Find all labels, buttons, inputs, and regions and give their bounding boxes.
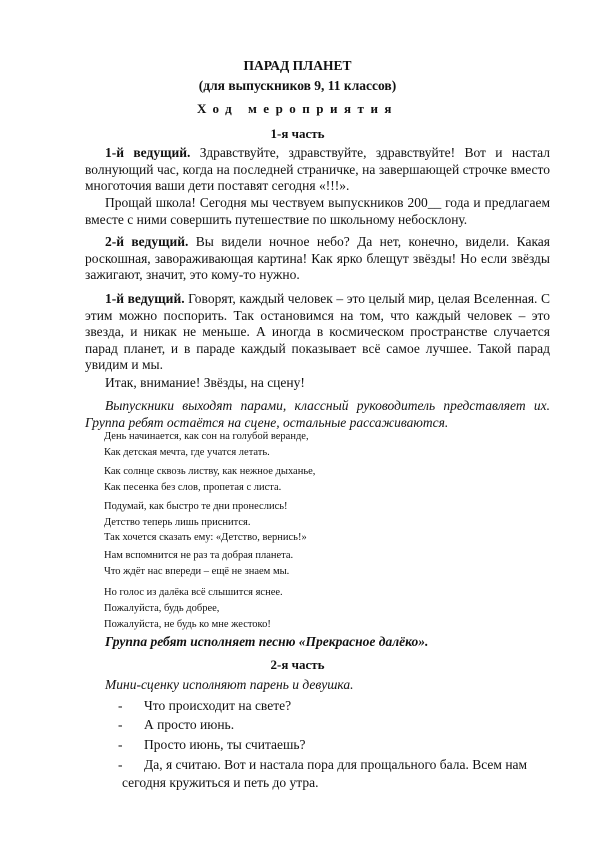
dash-marker: - (118, 698, 123, 713)
poem-line: Нам вспомнится не раз та добрая планета. (104, 550, 294, 561)
part-1-heading: 1-я часть (270, 126, 325, 141)
section-heading-course: Ход мероприятия (197, 101, 398, 116)
part-2-heading: 2-я часть (270, 657, 325, 672)
dialog-line: - Просто июнь, ты считаешь? (118, 737, 306, 752)
poem-line: Что ждёт нас впереди – ещё не знаем мы. (104, 566, 290, 577)
dash-marker: - (118, 757, 123, 772)
poem-line: День начинается, как сон на голубой веранде, (104, 431, 309, 442)
stage-direction-3: Мини-сценку исполняют парень и девушка. (105, 677, 354, 692)
speaker-label: 1-й ведущий. (105, 145, 191, 160)
dialog-line: - Да, я считаю. Вот и настала пора для прощального бала. Всем нам (118, 757, 528, 772)
dialog-line: - Что происходит на свете? (118, 698, 292, 713)
document-subtitle: (для выпускников 9, 11 классов) (198, 78, 397, 93)
document-title: ПАРАД ПЛАНЕТ (243, 58, 352, 73)
stage-direction-2: Группа ребят исполняет песню «Прекрасное далёко». (105, 634, 429, 649)
paragraph-1 (85, 145, 550, 195)
stage-direction-1: Выпускники выходят парами, классный руководитель представляет их. Группа ребят остаётся на сцене, остальные рассаживаются. (85, 398, 550, 430)
paragraph-text: Вы видели ночное небо? Да нет, конечно, видели. Какая роскошная, завораживающая картина! Как ярко блещут звёзды! Но если звёзды зажигают, значит, это кому-то нужно. (85, 234, 550, 282)
dialog-line: - А просто июнь. (118, 717, 235, 732)
poem-line: Как солнце сквозь листву, как нежное дыханье, (104, 466, 316, 477)
dialog-continuation: сегодня кружиться и петь до утра. (122, 775, 319, 790)
paragraph-text: Говорят, каждый человек – это целый мир, целая Вселенная. С этим можно поспорить. Так остановимся на том, что каждый человек – это звезда, и никак не меньше. А иногда в космическом пространстве случается парад планет, и в параде каждый показывает всё самое лучшее. Такой парад увидим и мы. (85, 291, 551, 372)
paragraph-text: Здравствуйте, здравствуйте, здравствуйте! Вот и настал волнующий час, когда на последней страничке, на завершающей строчке вместо многоточия ваши дети поставят сегодня «!!!». (85, 145, 550, 193)
poem-line: Пожалуйста, будь добрее, (104, 603, 220, 614)
dash-marker: - (118, 737, 123, 752)
dash-marker: - (118, 717, 123, 732)
poem-line: Но голос из далёка всё слышится яснее. (104, 587, 283, 598)
poem-line: Подумай, как быстро те дни пронеслись! (104, 501, 288, 512)
speaker-label: 2-й ведущий. (105, 234, 189, 249)
poem-line: Детство теперь лишь приснится. (104, 517, 251, 528)
poem-line: Так хочется сказать ему: «Детство, вернись!» (104, 532, 307, 543)
poem-line: Пожалуйста, не будь ко мне жестоко! (104, 619, 271, 630)
paragraph-4 (85, 291, 550, 374)
paragraph-2: Прощай школа! Сегодня мы чествуем выпускников 200__ года и предлагаем вместе с ними совершить путешествие по школьному небосклону. (85, 195, 550, 227)
speaker-label: 1-й ведущий. (105, 291, 185, 306)
poem-line: Как детская мечта, где учатся летать. (104, 447, 270, 458)
poem-line: Как песенка без слов, пропетая с листа. (104, 482, 282, 493)
paragraph-5: Итак, внимание! Звёзды, на сцену! (105, 375, 305, 390)
paragraph-3 (85, 234, 550, 284)
